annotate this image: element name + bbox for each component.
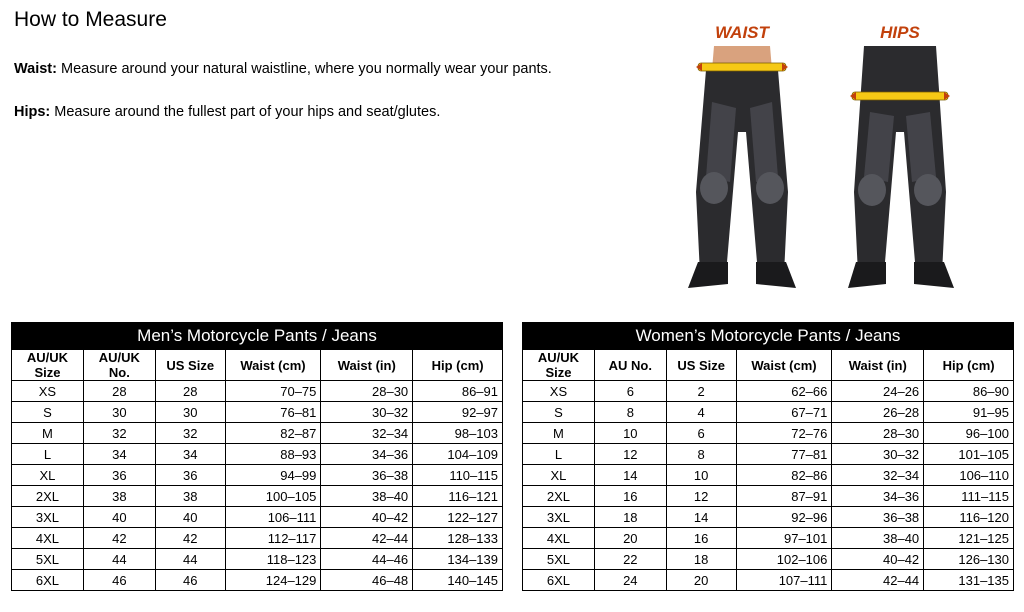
womens-header-row <box>523 350 1014 381</box>
table-cell: 122–127 <box>413 507 503 528</box>
table-cell: L <box>12 444 84 465</box>
table-cell: 6 <box>594 381 666 402</box>
column-header: Waist (in) <box>832 350 924 381</box>
table-cell: 128–133 <box>413 528 503 549</box>
knee-pad-right <box>756 172 784 204</box>
table-cell: S <box>523 402 595 423</box>
table-cell: 5XL <box>12 549 84 570</box>
table-cell: 110–115 <box>413 465 503 486</box>
hips-measuring-tape <box>852 92 948 100</box>
table-row <box>12 528 503 549</box>
table-cell: 14 <box>594 465 666 486</box>
table-cell: 32–34 <box>321 423 413 444</box>
mens-table-body <box>12 381 503 591</box>
mens-size-table <box>11 322 503 591</box>
table-row <box>12 444 503 465</box>
table-cell: 42 <box>155 528 225 549</box>
table-cell: 126–130 <box>924 549 1014 570</box>
table-cell: 96–100 <box>924 423 1014 444</box>
boot-left-rear <box>848 262 886 288</box>
boot-left <box>688 262 728 288</box>
table-cell: 82–86 <box>736 465 832 486</box>
table-cell: 86–90 <box>924 381 1014 402</box>
column-header: AU/UK No. <box>83 350 155 381</box>
column-header: AU/UK Size <box>523 350 595 381</box>
column-header: Hip (cm) <box>413 350 503 381</box>
column-header: Waist (cm) <box>736 350 832 381</box>
table-cell: 40–42 <box>832 549 924 570</box>
table-cell: XS <box>12 381 84 402</box>
table-cell: 20 <box>594 528 666 549</box>
table-cell: 6XL <box>523 570 595 591</box>
waist-text: Measure around your natural waistline, where you normally wear your pants. <box>56 61 552 77</box>
table-row <box>523 528 1014 549</box>
table-cell: 28 <box>83 381 155 402</box>
table-cell: 44 <box>83 549 155 570</box>
hips-label: Hips: <box>14 104 51 120</box>
table-row <box>12 465 503 486</box>
table-cell: 8 <box>666 444 736 465</box>
boot-right-rear <box>914 262 954 288</box>
waist-measuring-tape <box>698 63 786 71</box>
table-row <box>523 570 1014 591</box>
column-header: Waist (cm) <box>225 350 321 381</box>
table-cell: 26–28 <box>832 402 924 423</box>
table-cell: 12 <box>594 444 666 465</box>
table-cell: L <box>523 444 595 465</box>
table-row <box>12 381 503 402</box>
column-header: AU No. <box>594 350 666 381</box>
table-cell: 36–38 <box>832 507 924 528</box>
table-cell: 106–111 <box>225 507 321 528</box>
table-cell: 18 <box>666 549 736 570</box>
table-row <box>12 423 503 444</box>
table-cell: 42 <box>83 528 155 549</box>
table-cell: 104–109 <box>413 444 503 465</box>
table-cell: 44–46 <box>321 549 413 570</box>
table-row <box>12 549 503 570</box>
table-cell: 10 <box>666 465 736 486</box>
table-cell: M <box>12 423 84 444</box>
table-cell: 38 <box>155 486 225 507</box>
table-cell: 82–87 <box>225 423 321 444</box>
hips-figure <box>848 23 954 288</box>
table-cell: 18 <box>594 507 666 528</box>
table-cell: 116–120 <box>924 507 1014 528</box>
table-cell: 12 <box>666 486 736 507</box>
table-cell: 62–66 <box>736 381 832 402</box>
table-cell: 36–38 <box>321 465 413 486</box>
table-cell: 32 <box>83 423 155 444</box>
table-cell: 30–32 <box>832 444 924 465</box>
table-row <box>12 507 503 528</box>
table-cell: 32 <box>155 423 225 444</box>
table-cell: 3XL <box>12 507 84 528</box>
table-cell: 98–103 <box>413 423 503 444</box>
table-row <box>523 402 1014 423</box>
table-cell: 20 <box>666 570 736 591</box>
waist-label: Waist: <box>14 61 57 77</box>
table-cell: 34–36 <box>832 486 924 507</box>
table-cell: 24 <box>594 570 666 591</box>
table-row <box>523 549 1014 570</box>
table-row <box>523 444 1014 465</box>
table-cell: 134–139 <box>413 549 503 570</box>
hips-caption: HIPS <box>880 23 920 42</box>
waist-caption: WAIST <box>715 23 769 42</box>
table-row <box>12 402 503 423</box>
column-header: AU/UK Size <box>12 350 84 381</box>
boot-right <box>756 262 796 288</box>
table-cell: 67–71 <box>736 402 832 423</box>
table-cell: 28 <box>155 381 225 402</box>
table-cell: XL <box>523 465 595 486</box>
table-cell: 4 <box>666 402 736 423</box>
table-cell: 88–93 <box>225 444 321 465</box>
table-cell: 34 <box>155 444 225 465</box>
table-cell: 106–110 <box>924 465 1014 486</box>
mens-table-title: Men’s Motorcycle Pants / Jeans <box>11 322 503 349</box>
table-cell: 36 <box>155 465 225 486</box>
table-row <box>523 381 1014 402</box>
table-cell: 100–105 <box>225 486 321 507</box>
table-cell: 94–99 <box>225 465 321 486</box>
table-row <box>12 570 503 591</box>
table-cell: 16 <box>666 528 736 549</box>
column-header: Hip (cm) <box>924 350 1014 381</box>
table-cell: 87–91 <box>736 486 832 507</box>
table-cell: 28–30 <box>321 381 413 402</box>
knee-pad-right-rear <box>914 174 942 206</box>
table-cell: 34 <box>83 444 155 465</box>
table-cell: 131–135 <box>924 570 1014 591</box>
hips-instruction <box>14 104 440 120</box>
table-cell: 92–97 <box>413 402 503 423</box>
table-cell: 2 <box>666 381 736 402</box>
table-cell: 46 <box>155 570 225 591</box>
table-cell: 6 <box>666 423 736 444</box>
table-cell: 86–91 <box>413 381 503 402</box>
table-cell: 24–26 <box>832 381 924 402</box>
table-cell: S <box>12 402 84 423</box>
table-cell: 102–106 <box>736 549 832 570</box>
table-cell: 32–34 <box>832 465 924 486</box>
table-cell: 46–48 <box>321 570 413 591</box>
table-cell: 72–76 <box>736 423 832 444</box>
table-cell: 38–40 <box>321 486 413 507</box>
table-row <box>523 507 1014 528</box>
table-cell: 46 <box>83 570 155 591</box>
table-cell: 10 <box>594 423 666 444</box>
table-cell: 91–95 <box>924 402 1014 423</box>
table-cell: 4XL <box>523 528 595 549</box>
table-cell: 101–105 <box>924 444 1014 465</box>
mens-header-row <box>12 350 503 381</box>
table-cell: 14 <box>666 507 736 528</box>
knee-pad-left <box>700 172 728 204</box>
table-cell: M <box>523 423 595 444</box>
table-cell: 3XL <box>523 507 595 528</box>
page-title: How to Measure <box>14 8 167 31</box>
table-cell: 92–96 <box>736 507 832 528</box>
table-cell: 30–32 <box>321 402 413 423</box>
table-cell: 22 <box>594 549 666 570</box>
table-cell: 6XL <box>12 570 84 591</box>
table-cell: 40 <box>83 507 155 528</box>
table-cell: 30 <box>155 402 225 423</box>
table-row <box>12 486 503 507</box>
table-row <box>523 465 1014 486</box>
table-cell: 40 <box>155 507 225 528</box>
table-cell: 112–117 <box>225 528 321 549</box>
table-cell: 40–42 <box>321 507 413 528</box>
waist-instruction <box>14 61 552 77</box>
table-cell: 44 <box>155 549 225 570</box>
table-cell: 124–129 <box>225 570 321 591</box>
waist-figure <box>688 23 796 288</box>
table-cell: 28–30 <box>832 423 924 444</box>
womens-table-body <box>523 381 1014 591</box>
table-cell: 118–123 <box>225 549 321 570</box>
column-header: Waist (in) <box>321 350 413 381</box>
table-cell: 2XL <box>523 486 595 507</box>
table-cell: 140–145 <box>413 570 503 591</box>
womens-size-table <box>522 322 1014 591</box>
table-row <box>523 423 1014 444</box>
table-cell: XL <box>12 465 84 486</box>
column-header: US Size <box>155 350 225 381</box>
table-row <box>523 486 1014 507</box>
knee-pad-left-rear <box>858 174 886 206</box>
table-cell: XS <box>523 381 595 402</box>
table-cell: 77–81 <box>736 444 832 465</box>
table-cell: 42–44 <box>321 528 413 549</box>
table-cell: 107–111 <box>736 570 832 591</box>
table-cell: 121–125 <box>924 528 1014 549</box>
table-cell: 30 <box>83 402 155 423</box>
table-cell: 2XL <box>12 486 84 507</box>
table-cell: 4XL <box>12 528 84 549</box>
table-cell: 38 <box>83 486 155 507</box>
womens-table-title: Women’s Motorcycle Pants / Jeans <box>522 322 1014 349</box>
table-cell: 116–121 <box>413 486 503 507</box>
table-cell: 97–101 <box>736 528 832 549</box>
table-cell: 8 <box>594 402 666 423</box>
table-cell: 16 <box>594 486 666 507</box>
table-cell: 70–75 <box>225 381 321 402</box>
table-cell: 5XL <box>523 549 595 570</box>
table-cell: 42–44 <box>832 570 924 591</box>
column-header: US Size <box>666 350 736 381</box>
hips-text: Measure around the fullest part of your hips and seat/glutes. <box>50 104 441 120</box>
motorcycle-pants-measurement-illustration <box>666 12 1014 302</box>
table-cell: 36 <box>83 465 155 486</box>
table-cell: 76–81 <box>225 402 321 423</box>
table-cell: 34–36 <box>321 444 413 465</box>
table-cell: 38–40 <box>832 528 924 549</box>
table-cell: 111–115 <box>924 486 1014 507</box>
